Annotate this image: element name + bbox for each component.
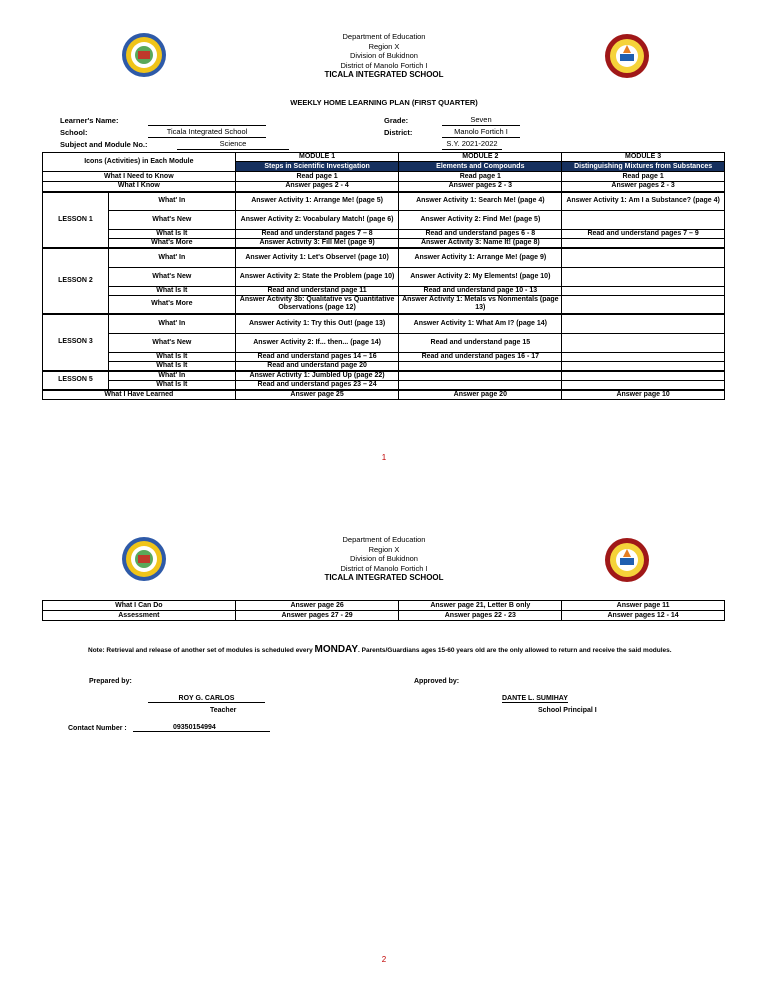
activity-label: What I Need to Know [43, 172, 236, 182]
table-cell: Answer Activity 1: Metals vs Nonmentals (page 13) [399, 295, 562, 314]
learning-plan-table-continued [42, 600, 725, 621]
table-row [43, 211, 725, 230]
prepared-by-label: Prepared by: [89, 678, 132, 685]
page-number: 1 [381, 453, 387, 462]
table-row [43, 352, 725, 361]
table-cell: Answer page 20 [399, 390, 562, 400]
letterhead [0, 535, 768, 583]
table-cell [562, 267, 725, 286]
letterhead-line: Division of Bukidnon [350, 554, 418, 563]
table-cell: Read and understand pages 6 - 8 [399, 230, 562, 239]
principal-name: DANTE L. SUMIHAY [502, 695, 568, 702]
table-cell [562, 295, 725, 314]
table-cell [399, 371, 562, 381]
table-cell: Answer page 10 [562, 390, 725, 400]
table-row [43, 380, 725, 390]
table-cell [562, 361, 725, 371]
district-field[interactable]: Manolo Fortich I [442, 127, 520, 138]
table-row [43, 239, 725, 249]
table-cell: Answer pages 2 - 4 [235, 182, 399, 192]
table-row [43, 172, 725, 182]
table-cell [562, 239, 725, 249]
table-cell: Answer page 11 [562, 601, 725, 611]
contact-number: 09350154994 [133, 724, 270, 732]
table-cell: Answer pages 2 - 3 [562, 182, 725, 192]
school-name: TICALA INTEGRATED SCHOOL [324, 70, 444, 79]
letterhead [0, 32, 768, 80]
table-cell: Answer page 21, Letter B only [399, 601, 562, 611]
letterhead-line: Region X [368, 41, 400, 51]
table-cell: Answer pages 12 - 14 [562, 611, 725, 621]
table-cell: Answer Activity 2: Vocabulary Match! (page 6) [235, 211, 399, 230]
note-text: . Parents/Guardians ages 15-60 years old are the only allowed to return and receive the said modules. [358, 647, 672, 654]
activity-label: What's More [108, 239, 235, 249]
activity-label: What I Know [43, 182, 236, 192]
table-cell [562, 248, 725, 267]
note-day: MONDAY [314, 644, 359, 655]
table-cell: Answer Activity 2: State the Problem (page 10) [235, 267, 399, 286]
lesson-label: LESSON 3 [43, 314, 109, 371]
teacher-title: Teacher [210, 707, 237, 714]
district-label: District: [384, 128, 413, 137]
principal-title: School Principal I [538, 707, 597, 714]
table-row [43, 295, 725, 314]
table-cell: Read page 1 [235, 172, 399, 182]
icons-header: Icons (Activities) in Each Module [43, 153, 236, 172]
table-row [43, 371, 725, 381]
table-cell: Answer Activity 1: Arrange Me! (page 5) [235, 192, 399, 211]
school-year: S.Y. 2021-2022 [442, 139, 502, 150]
module-header: MODULE 1 [235, 153, 399, 162]
table-row [43, 230, 725, 239]
table-cell [562, 371, 725, 381]
learner-field[interactable] [148, 115, 266, 126]
activity-label: What Is It [108, 352, 235, 361]
table-cell: Read and understand pages 7 – 8 [235, 230, 399, 239]
activity-label: What Is It [108, 380, 235, 390]
activity-label: What Is It [108, 361, 235, 371]
table-cell [562, 286, 725, 295]
table-cell [562, 314, 725, 333]
table-cell: Read and understand pages 23 – 24 [235, 380, 399, 390]
table-cell: Answer Activity 1: Am I a Substance? (page 4) [562, 192, 725, 211]
module-release-note [30, 644, 730, 656]
module-title: Steps in Scientific Investigation [235, 162, 399, 172]
lesson-label: LESSON 1 [43, 192, 109, 249]
table-cell: Answer page 26 [235, 601, 399, 611]
table-cell: Read and understand pages 14 – 16 [235, 352, 399, 361]
learning-plan-table [42, 152, 725, 400]
activity-label: What' In [108, 192, 235, 211]
letterhead-line: Department of Education [342, 535, 426, 544]
activity-label: What' In [108, 248, 235, 267]
module-header: MODULE 3 [562, 153, 725, 162]
letterhead-line: Division of Bukidnon [350, 51, 418, 60]
table-row [43, 361, 725, 371]
activity-label: What's More [108, 295, 235, 314]
table-cell: Answer Activity 1: What Am I? (page 14) [399, 314, 562, 333]
table-row [43, 286, 725, 295]
table-cell: Answer Activity 2: My Elements! (page 10) [399, 267, 562, 286]
table-row [43, 182, 725, 192]
table-row [43, 248, 725, 267]
table-cell [562, 333, 725, 352]
table-row [43, 333, 725, 352]
lesson-label: LESSON 5 [43, 371, 109, 390]
table-cell: Read page 1 [399, 172, 562, 182]
table-cell [562, 211, 725, 230]
table-cell: Read page 1 [562, 172, 725, 182]
activity-label: Assessment [43, 611, 236, 621]
table-cell: Answer Activity 1: Jumbled Up (page 22) [235, 371, 399, 381]
module-title: Distinguishing Mixtures from Substances [562, 162, 725, 172]
table-cell: Answer Activity 3b: Qualitative vs Quantitative Observations (page 12) [235, 295, 399, 314]
module-header: MODULE 2 [399, 153, 562, 162]
letterhead-line: District of Manolo Fortich I [340, 60, 428, 70]
table-cell: Answer Activity 3: Fill Me! (page 9) [235, 239, 399, 249]
contact-label: Contact Number : [68, 725, 127, 732]
activity-label: What's New [108, 211, 235, 230]
table-cell: Read and understand page 15 [399, 333, 562, 352]
activity-label: What Is It [108, 230, 235, 239]
teacher-name: ROY G. CARLOS [148, 695, 265, 703]
table-cell: Answer pages 27 - 29 [235, 611, 399, 621]
table-cell: Read and understand page 10 - 13 [399, 286, 562, 295]
table-cell [562, 380, 725, 390]
table-row [43, 192, 725, 211]
letterhead-line: Department of Education [342, 32, 426, 41]
learner-label: Learner's Name: [60, 116, 119, 125]
school-label: School: [60, 128, 88, 137]
table-cell: Answer Activity 3: Name It! (page 8) [399, 239, 562, 249]
module-title: Elements and Compounds [399, 162, 562, 172]
page-number: 2 [381, 955, 387, 964]
activity-label: What' In [108, 371, 235, 381]
approved-by-label: Approved by: [414, 678, 460, 685]
letterhead-line: Region X [368, 544, 400, 554]
table-cell [399, 361, 562, 371]
table-cell: Answer Activity 2: If... then... (page 14) [235, 333, 399, 352]
activity-label: What I Have Learned [43, 390, 236, 400]
school-name: TICALA INTEGRATED SCHOOL [324, 573, 444, 582]
table-row [43, 314, 725, 333]
grade-label: Grade: [384, 116, 409, 125]
activity-label: What's New [108, 333, 235, 352]
subject-label: Subject and Module No.: [60, 140, 148, 149]
note-text: Note: Retrieval and release of another set of modules is scheduled every [88, 647, 315, 654]
table-row [43, 390, 725, 400]
activity-label: What Is It [108, 286, 235, 295]
table-cell: Answer Activity 1: Let's Observe! (page 10) [235, 248, 399, 267]
grade-field[interactable]: Seven [442, 115, 520, 126]
activity-label: What' In [108, 314, 235, 333]
table-cell: Read and understand pages 16 - 17 [399, 352, 562, 361]
school-field[interactable]: Ticala Integrated School [148, 127, 266, 138]
table-cell: Answer page 25 [235, 390, 399, 400]
table-cell: Answer Activity 1: Arrange Me! (page 9) [399, 248, 562, 267]
table-cell: Answer pages 2 - 3 [399, 182, 562, 192]
table-cell: Answer Activity 1: Try this Out! (page 13) [235, 314, 399, 333]
table-cell: Read and understand page 20 [235, 361, 399, 371]
table-row [43, 267, 725, 286]
table-cell [399, 380, 562, 390]
subject-field[interactable]: Science [177, 139, 289, 150]
letterhead-line: District of Manolo Fortich I [340, 563, 428, 573]
table-cell: Answer Activity 1: Search Me! (page 4) [399, 192, 562, 211]
table-cell: Answer pages 22 - 23 [399, 611, 562, 621]
plan-title: WEEKLY HOME LEARNING PLAN (FIRST QUARTER) [290, 98, 478, 107]
table-cell: Read and understand pages 7 – 9 [562, 230, 725, 239]
activity-label: What's New [108, 267, 235, 286]
table-cell [562, 352, 725, 361]
lesson-label: LESSON 2 [43, 248, 109, 314]
table-cell: Read and understand page 11 [235, 286, 399, 295]
table-cell: Answer Activity 2: Find Me! (page 5) [399, 211, 562, 230]
activity-label: What I Can Do [43, 601, 236, 611]
